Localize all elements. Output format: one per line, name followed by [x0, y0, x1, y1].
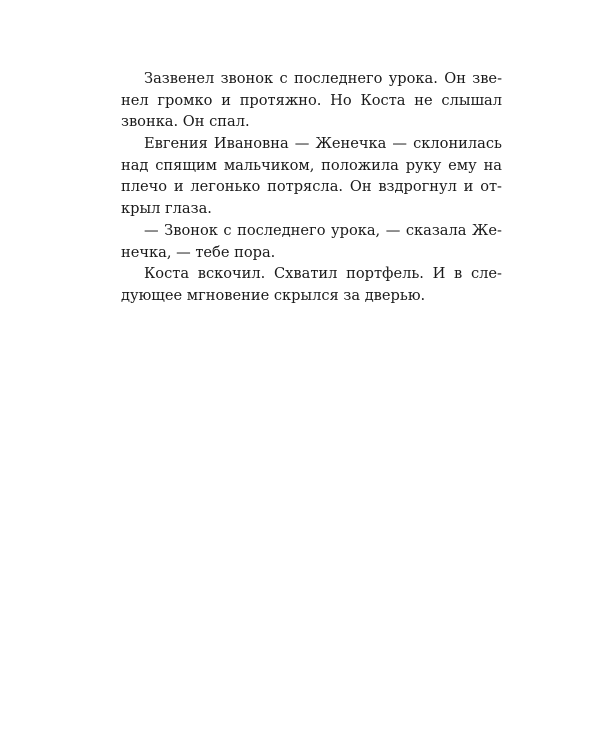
paragraph-3-line-1: — Звонок с последнего урока, — сказала Же-: [144, 221, 502, 239]
paragraph-4-line-2: дующее мгновение скрылся за дверью.: [121, 286, 426, 304]
paragraph-1-line-1: Зазвенел звонок с последнего урока. Он зве-: [144, 70, 502, 87]
body-text: [121, 68, 502, 307]
paragraph-2-line-1: Евгения Ивановна — Женечка — склонилась: [144, 135, 502, 153]
paragraph-3-line-2: нечка, — тебе пора.: [121, 243, 276, 261]
paragraph-1-line-3: звонка. Он спал.: [121, 113, 250, 131]
paragraph-4-line-1: Коста вскочил. Схватил портфель. И в сле-: [144, 265, 502, 283]
paragraph-2-line-4: крыл глаза.: [121, 200, 212, 218]
paragraph-2-line-2: над спящим мальчиком, положила руку ему на: [121, 156, 502, 174]
paragraph-2-line-3: плечо и легонько потрясла. Он вздрогнул и от-: [121, 178, 502, 196]
paragraph-1-line-2: нел громко и протяжно. Но Коста не слышал: [121, 91, 502, 109]
